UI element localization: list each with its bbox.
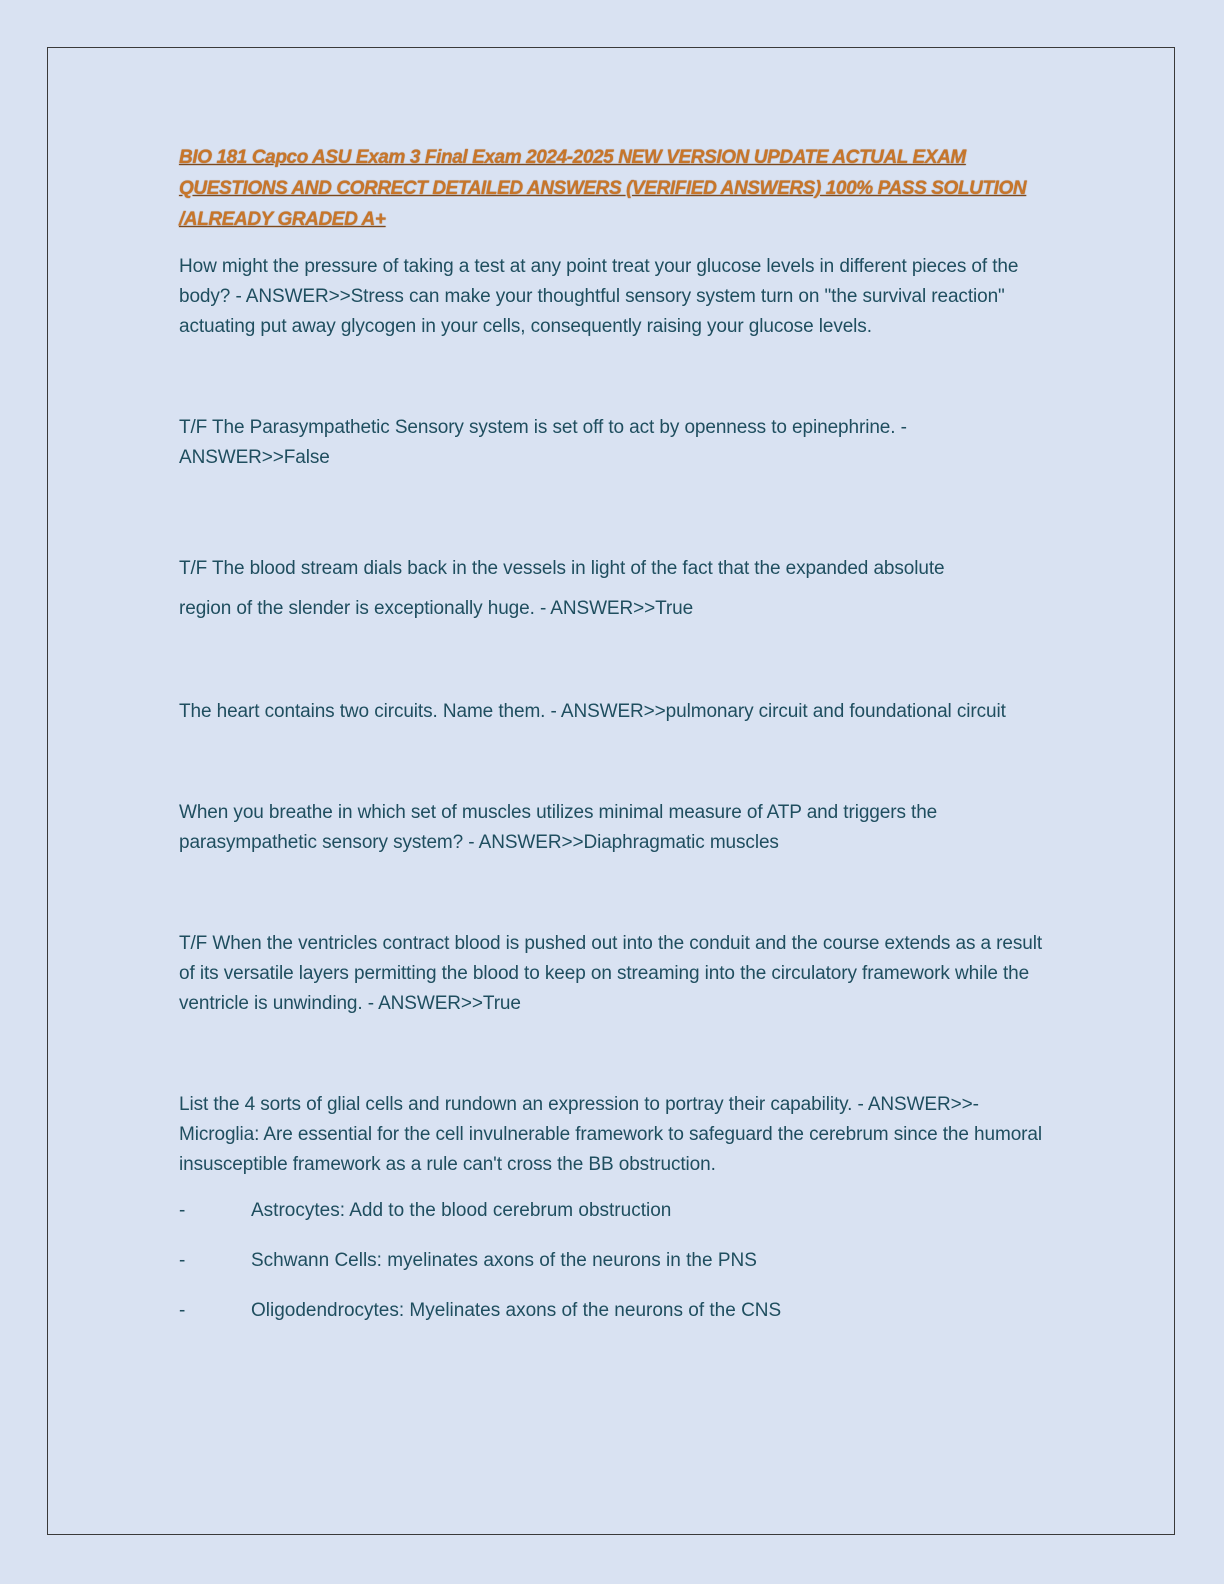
- bullet-dash: -: [179, 1250, 186, 1271]
- list-item-text: Schwann Cells: myelinates axons of the neurons in the PNS: [251, 1250, 757, 1271]
- qa-item-7: List the 4 sorts of glial cells and rundown an expression to portray their capability. - ANSWER>>- Microglia: Are essential for the cell invulnerable framework to safeguard the cerebrum since the humoral insusceptible framework as a rule can't cross the BB obstruction.: [179, 1094, 1042, 1175]
- bullet-dash: -: [179, 1300, 186, 1321]
- bullet-dash: -: [179, 1200, 186, 1221]
- qa-item-3: [179, 544, 1059, 624]
- qa-item-6: T/F When the ventricles contract blood is pushed out into the conduit and the course extends as a result of its versatile layers permitting the blood to keep on streaming into the circulatory framework while the ventricle is unwinding. - ANSWER>>True: [179, 933, 1043, 1014]
- qa-item-3-line-1: T/F The blood stream dials back in the vessels in light of the fact that the expanded absolute: [179, 558, 945, 579]
- qa-item-2: T/F The Parasympathetic Sensory system is set off to act by openness to epinephrine. - ANSWER>>False: [179, 417, 907, 468]
- document-body: [179, 142, 1059, 1336]
- list-item: [179, 1186, 1059, 1236]
- list-item: [179, 1286, 1059, 1336]
- qa-item-1: How might the pressure of taking a test at any point treat your glucose levels in different pieces of the body? - ANSWER>>Stress can make your thoughtful sensory system turn on "the survival reaction" actuating put away glycogen in your cells, consequently raising your glucose levels.: [179, 256, 1019, 337]
- list-item: [179, 1236, 1059, 1286]
- qa-item-3-line-2: region of the slender is exceptionally huge. - ANSWER>>True: [179, 598, 694, 619]
- qa-item-4: The heart contains two circuits. Name them. - ANSWER>>pulmonary circuit and foundational circuit: [179, 701, 1006, 722]
- list-item-text: Oligodendrocytes: Myelinates axons of the neurons of the CNS: [251, 1300, 782, 1321]
- qa-item-5: When you breathe in which set of muscles utilizes minimal measure of ATP and triggers the parasympathetic sensory system? - ANSWER>>Diaphragmatic muscles: [179, 802, 938, 853]
- glial-cell-list: [179, 1186, 1059, 1336]
- list-item-text: Astrocytes: Add to the blood cerebrum obstruction: [251, 1200, 672, 1221]
- document-title: BIO 181 Capco ASU Exam 3 Final Exam 2024-2025 NEW VERSION UPDATE ACTUAL EXAM QUESTIONS AND CORRECT DETAILED ANSWERS (VERIFIED ANSWERS) 100% PASS SOLUTION /ALREADY GRADED A+: [179, 147, 1027, 230]
